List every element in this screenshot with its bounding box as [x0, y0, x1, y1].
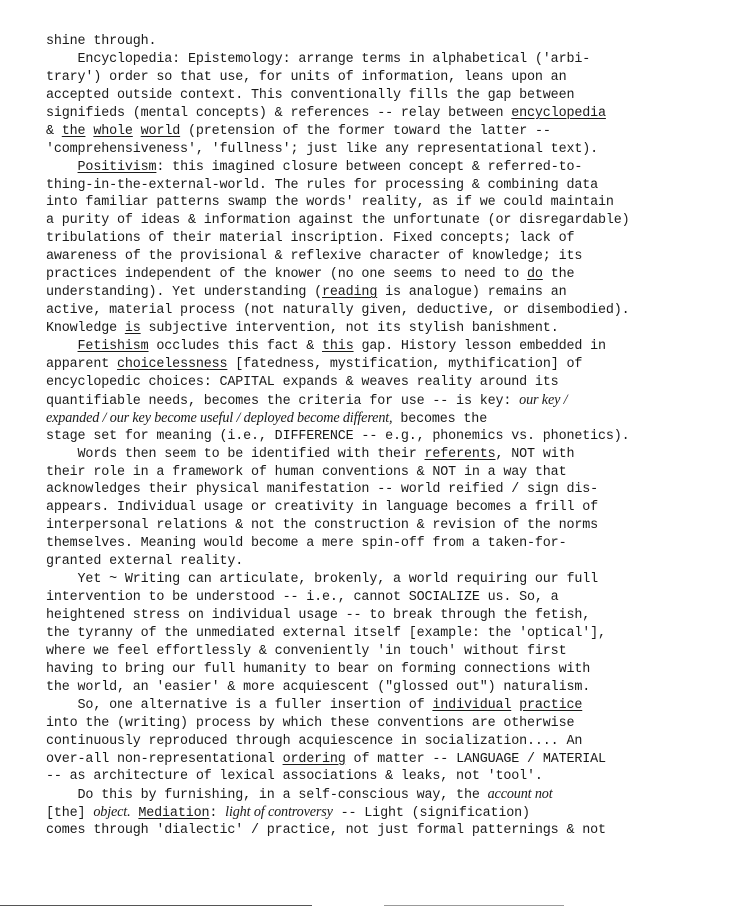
bottom-rule-faint — [384, 905, 564, 906]
text-segment: signifieds (mental concepts) & references -- relay between — [46, 105, 512, 121]
text-line — [46, 553, 726, 571]
text-segment: (pretension of the former toward the latter -- — [180, 123, 551, 139]
text-segment: & — [46, 123, 62, 139]
text-segment: object. — [93, 804, 131, 821]
text-segment: the tyranny of the unmediated external itself [example: the 'optical'], — [46, 625, 606, 641]
text-line — [46, 643, 726, 661]
text-segment: heightened stress on individual usage -- to break through the fetish, — [46, 608, 591, 623]
text-line — [46, 571, 726, 589]
text-segment: subjective intervention, not its stylish banishment. — [140, 321, 559, 336]
text-segment: individual — [432, 697, 512, 713]
text-segment: Knowledge — [46, 321, 125, 336]
text-line — [46, 607, 726, 625]
text-segment: appears. Individual usage or creativity in language becomes a frill of — [46, 500, 598, 516]
bottom-rule — [0, 905, 312, 906]
text-line — [46, 230, 726, 248]
text-line — [46, 141, 726, 159]
text-segment: over-all non-representational — [46, 751, 283, 767]
text-segment: accepted outside context. This conventionally fills the gap between — [46, 87, 575, 103]
text-segment: Encyclopedia: Epistemology: arrange terms in alphabetical ('arbi- — [46, 51, 591, 67]
text-line — [46, 284, 726, 302]
text-segment: stage set for meaning (i.e., DIFFERENCE -- e.g., phonemics vs. phonetics). — [46, 428, 630, 444]
text-line — [46, 356, 726, 374]
text-segment: into the (writing) process by which these conventions are otherwise — [46, 715, 575, 731]
text-segment: the world, an 'easier' & more acquiescent ("glossed out") naturalism. — [46, 679, 591, 695]
text-segment: encyclopedia — [511, 105, 606, 121]
text-segment: occludes this fact & — [148, 338, 323, 354]
text-segment: of matter -- LANGUAGE / MATERIAL — [345, 751, 606, 767]
text-segment: world — [140, 123, 181, 139]
text-segment: expanded / our key become useful / deployed become different, — [46, 409, 393, 426]
text-segment: Words then seem to be identified with their — [46, 446, 425, 462]
text-segment: having to bring our full humanity to bear on forming connections with — [46, 661, 591, 677]
text-segment: into familiar patterns swamp the words' reality, as if we could maintain — [46, 195, 614, 211]
text-segment — [511, 698, 519, 713]
text-line — [46, 374, 726, 392]
text-segment: granted external reality. — [46, 554, 244, 570]
text-line — [46, 786, 726, 804]
text-segment: a purity of ideas & information against the unfortunate (or disregardable) — [46, 213, 630, 229]
text-segment: Positivism — [77, 159, 157, 175]
text-line — [46, 697, 726, 715]
text-line — [46, 822, 726, 840]
text-line — [46, 446, 726, 464]
text-line — [46, 194, 726, 212]
text-segment: acknowledges their physical manifestation -- world reified / sign dis- — [46, 482, 598, 498]
text-segment: this — [322, 338, 354, 354]
text-segment: practice — [519, 697, 583, 713]
text-line — [46, 248, 726, 266]
text-line — [46, 428, 726, 446]
text-segment: So, one alternative is a fuller insertion of — [46, 697, 433, 713]
text-segment: is — [124, 321, 141, 336]
text-segment: comes through 'dialectic' / practice, not just formal patternings & not — [46, 823, 606, 839]
text-segment: awareness of the provisional & reflexive character of knowledge; its — [46, 249, 583, 265]
text-segment: light of controversy — [225, 804, 333, 821]
text-line — [46, 517, 726, 535]
text-segment: the — [542, 267, 575, 283]
text-segment: [the] — [46, 806, 94, 822]
text-segment: Mediation — [138, 806, 210, 822]
text-segment: whole — [93, 123, 133, 139]
text-segment: referents — [424, 446, 496, 462]
text-segment: tribulations of their material inscription. Fixed concepts; lack of — [46, 231, 575, 247]
text-segment: do — [527, 267, 543, 283]
text-line — [46, 105, 726, 123]
text-line — [46, 320, 726, 338]
text-line — [46, 804, 726, 822]
text-line — [46, 715, 726, 733]
text-segment — [46, 339, 78, 354]
text-line — [46, 589, 726, 607]
text-line — [46, 751, 726, 769]
text-line — [46, 679, 726, 697]
text-segment: [fatedness, mystification, mythification] of — [227, 356, 583, 372]
text-segment: reading — [322, 285, 378, 301]
text-segment: : — [209, 806, 226, 822]
text-segment — [133, 124, 141, 139]
text-line — [46, 159, 726, 177]
text-segment: Do this by furnishing, in a self-conscious way, the — [46, 788, 488, 804]
text-segment: our key / — [519, 391, 568, 408]
document-text — [46, 33, 726, 840]
text-segment: choicelessness — [116, 356, 228, 372]
text-segment: Fetishism — [77, 338, 149, 354]
text-segment: thing-in-the-external-world. The rules for processing & combining data — [46, 177, 598, 193]
text-segment: gap. History lesson embedded in — [353, 338, 606, 354]
text-segment: their role in a framework of human conventions & NOT in a way that — [46, 464, 567, 480]
text-segment: themselves. Meaning would become a mere spin-off from a taken-for- — [46, 536, 567, 552]
text-segment: the — [61, 123, 86, 139]
text-segment: where we feel effortlessly & conveniently 'in touch' without first — [46, 643, 567, 659]
text-line — [46, 733, 726, 751]
text-segment: is analogue) remains an — [377, 285, 567, 301]
text-segment: Yet ~ Writing can articulate, brokenly, a world requiring our full — [46, 572, 598, 588]
text-line — [46, 768, 726, 786]
text-line — [46, 392, 726, 410]
text-line — [46, 481, 726, 499]
text-segment: -- Light (signification) — [332, 806, 530, 822]
text-line — [46, 302, 726, 320]
text-line — [46, 464, 726, 482]
text-segment: : this imagined closure between concept & referred-to- — [156, 159, 583, 175]
text-segment: intervention to be understood -- i.e., cannot SOCIALIZE us. So, a — [46, 590, 559, 606]
text-line — [46, 625, 726, 643]
text-line — [46, 51, 726, 69]
text-segment: interpersonal relations & not the construction & revision of the norms — [46, 518, 598, 534]
text-line — [46, 266, 726, 284]
text-segment: understanding). Yet understanding ( — [46, 285, 322, 301]
text-line — [46, 410, 726, 428]
text-segment: 'comprehensiveness', 'fullness'; just like any representational text). — [46, 141, 598, 157]
text-line — [46, 338, 726, 356]
text-segment: encyclopedic choices: CAPITAL expands & weaves reality around its — [46, 374, 559, 390]
text-line — [46, 87, 726, 105]
text-segment — [46, 160, 78, 175]
text-line — [46, 69, 726, 87]
text-segment: continuously reproduced through acquiescence in socialization.... An — [46, 733, 583, 749]
text-line — [46, 33, 726, 51]
text-segment: practices independent of the knower (no one seems to need to — [46, 267, 528, 283]
text-line — [46, 535, 726, 553]
text-segment: shine through. — [46, 34, 157, 49]
text-segment: apparent — [46, 356, 117, 372]
text-segment: -- as architecture of lexical associations & leaks, not 'tool'. — [46, 769, 543, 785]
text-line — [46, 123, 726, 141]
text-segment: , NOT with — [495, 446, 575, 462]
text-segment: ordering — [282, 751, 346, 767]
text-line — [46, 177, 726, 195]
text-segment: quantifiable needs, becomes the criteria for use -- is key: — [46, 393, 520, 409]
text-line — [46, 499, 726, 517]
text-segment: active, material process (not naturally given, deductive, or disembodied). — [46, 303, 630, 319]
text-segment: becomes the — [392, 411, 488, 427]
text-segment: account not — [487, 786, 553, 803]
text-segment: trary') order so that use, for units of information, leans upon an — [46, 69, 567, 85]
text-line — [46, 661, 726, 679]
text-line — [46, 212, 726, 230]
